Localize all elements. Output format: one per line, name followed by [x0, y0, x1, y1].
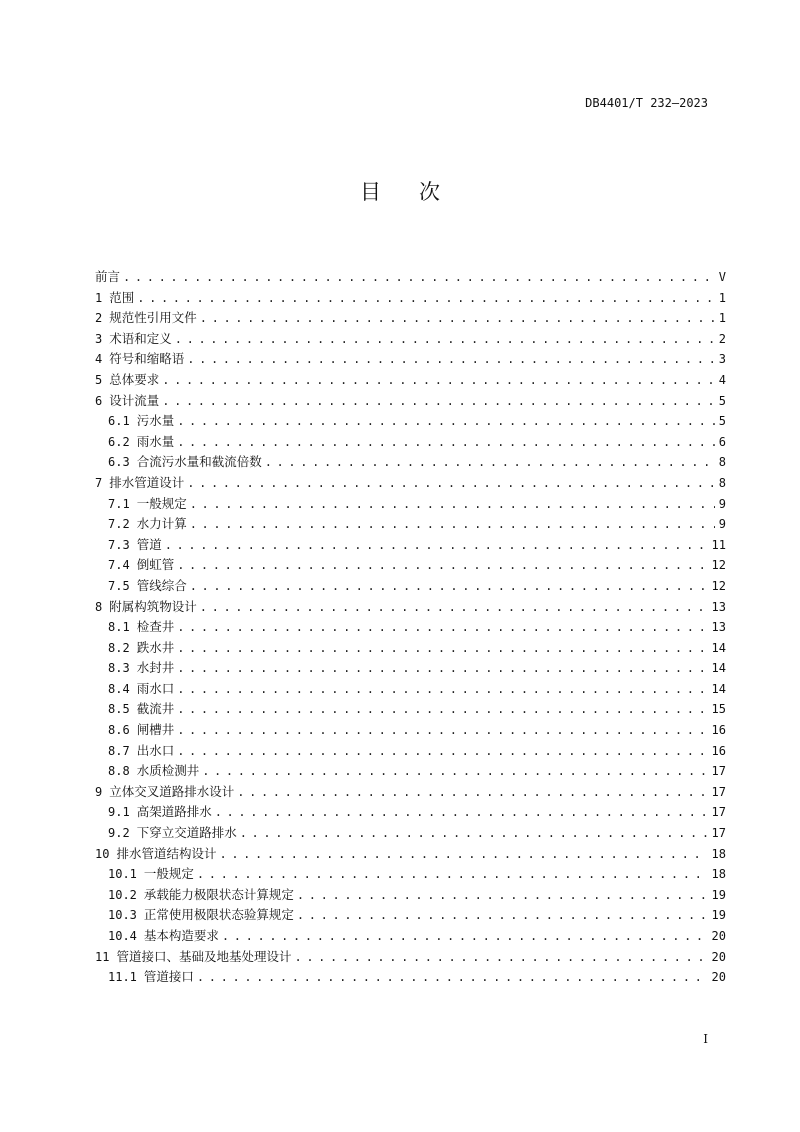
toc-entry[interactable] — [95, 391, 726, 412]
toc-entry-label: 前言 — [95, 269, 121, 284]
toc-entry-label: 规范性引用文件 — [109, 310, 197, 326]
toc-entry-number: 9.1 — [108, 805, 130, 820]
toc-entry-label: 承载能力极限状态计算规定 — [143, 886, 294, 902]
dot-leader — [222, 926, 708, 947]
toc-entry[interactable] — [95, 782, 726, 803]
toc-entry[interactable] — [95, 432, 726, 453]
toc-entry-number: 6.2 — [108, 434, 130, 449]
toc-entry-page: 20 — [711, 949, 726, 964]
toc-entry-label: 水封井 — [136, 660, 175, 676]
toc-entry-number: 10.2 — [108, 887, 137, 902]
dot-leader — [297, 905, 708, 926]
toc-entry[interactable] — [95, 885, 726, 906]
dot-leader — [123, 267, 715, 288]
toc-entry-page: 9 — [718, 517, 726, 532]
dot-leader — [177, 638, 707, 659]
toc-entry-number: 11 — [95, 949, 110, 964]
toc-entry[interactable] — [95, 473, 726, 494]
toc-entry[interactable] — [95, 679, 726, 700]
toc-entry-number: 8.3 — [108, 661, 130, 676]
toc-entry[interactable] — [95, 741, 726, 762]
toc-entry-page: 20 — [711, 970, 726, 985]
toc-entry-label: 水力计算 — [136, 516, 187, 532]
toc-entry[interactable] — [95, 905, 726, 926]
toc-entry-label: 跌水井 — [136, 639, 175, 655]
dot-leader — [190, 576, 708, 597]
document-number: DB4401/T 232—2023 — [585, 96, 708, 110]
toc-entry-label: 一般规定 — [136, 495, 187, 511]
toc-entry-page: 14 — [711, 681, 726, 696]
toc-entry[interactable] — [95, 844, 726, 865]
toc-entry[interactable] — [95, 926, 726, 947]
toc-entry-page: 5 — [718, 393, 726, 408]
toc-entry-page: 17 — [711, 805, 726, 820]
dot-leader — [165, 535, 708, 556]
dot-leader — [215, 802, 708, 823]
dot-leader — [197, 864, 708, 885]
toc-entry-page: 1 — [718, 290, 726, 305]
toc-entry-number: 7.3 — [108, 537, 130, 552]
toc-entry-number: 8.8 — [108, 764, 130, 779]
toc-entry-page: 14 — [711, 640, 726, 655]
toc-entry-number: 10.1 — [108, 867, 137, 882]
toc-entry-number: 3 — [95, 331, 103, 346]
toc-entry-number: 8.6 — [108, 723, 130, 738]
toc-entry-page: 18 — [711, 846, 726, 861]
toc-entry-number: 6.3 — [108, 455, 130, 470]
toc-entry-page: 5 — [718, 414, 726, 429]
dot-leader — [219, 844, 707, 865]
toc-entry[interactable] — [95, 329, 726, 350]
toc-entry[interactable] — [95, 658, 726, 679]
toc-entry-label: 立体交叉道路排水设计 — [109, 783, 235, 799]
toc-entry-number: 7.1 — [108, 496, 130, 511]
toc-entry[interactable] — [95, 288, 726, 309]
toc-entry-number: 4 — [95, 352, 103, 367]
dot-leader — [162, 391, 715, 412]
toc-entry-page: 6 — [718, 434, 726, 449]
toc-entry-page: 13 — [711, 599, 726, 614]
toc-entry-number: 10.4 — [108, 929, 137, 943]
toc-entry-number: 2 — [95, 311, 103, 326]
toc-entry-number: 7.2 — [108, 517, 130, 532]
dot-leader — [265, 452, 715, 473]
dot-leader — [237, 782, 707, 803]
toc-entry-number: 10 — [95, 846, 110, 861]
toc-entry-number: 11.1 — [108, 970, 137, 985]
toc-entry-page: 8 — [718, 475, 726, 490]
toc-entry-label: 管道接口 — [143, 969, 194, 985]
toc-entry-page: V — [718, 270, 726, 284]
toc-entry-page: 8 — [718, 455, 726, 470]
toc-entry[interactable] — [95, 555, 726, 576]
dot-leader — [177, 555, 707, 576]
toc-entry-label: 倒虹管 — [136, 557, 175, 573]
toc-entry-label: 截流井 — [136, 701, 175, 717]
toc-entry-page: 14 — [711, 661, 726, 676]
toc-entry-page: 12 — [711, 578, 726, 593]
toc-entry-label: 管道 — [136, 536, 162, 552]
toc-entry[interactable] — [95, 308, 726, 329]
toc-entry[interactable] — [95, 617, 726, 638]
toc-entry-label: 管道接口、基础及地基处理设计 — [116, 948, 292, 964]
toc-entry-label: 合流污水量和截流倍数 — [136, 454, 262, 470]
table-of-contents — [95, 267, 726, 988]
toc-entry[interactable] — [95, 514, 726, 535]
toc-entry-number: 8.2 — [108, 640, 130, 655]
toc-entry-label: 下穿立交道路排水 — [136, 825, 237, 841]
toc-entry[interactable] — [95, 967, 726, 988]
toc-entry-page: 2 — [718, 331, 726, 346]
toc-entry[interactable] — [95, 576, 726, 597]
toc-entry[interactable] — [95, 761, 726, 782]
toc-entry-number: 9 — [95, 784, 103, 799]
dot-leader — [200, 597, 708, 618]
dot-leader — [177, 432, 715, 453]
dot-leader — [162, 370, 715, 391]
toc-entry[interactable] — [95, 597, 726, 618]
toc-entry-page: 18 — [711, 867, 726, 882]
toc-entry-page: 15 — [711, 702, 726, 717]
toc-entry-label: 水质检测井 — [136, 763, 200, 779]
dot-leader — [175, 329, 715, 350]
toc-entry-number: 8 — [95, 599, 103, 614]
toc-entry-label: 一般规定 — [143, 866, 194, 882]
toc-entry-label: 排水管道设计 — [109, 474, 185, 490]
dot-leader — [294, 947, 707, 968]
toc-entry-page: 12 — [711, 558, 726, 573]
toc-entry-page: 17 — [711, 826, 726, 841]
toc-entry-number: 7.5 — [108, 578, 130, 593]
toc-entry-page: 16 — [711, 743, 726, 758]
toc-entry-number: 8.5 — [108, 702, 130, 717]
toc-entry-label: 基本构造要求 — [143, 928, 219, 943]
toc-entry-page: 13 — [711, 620, 726, 635]
toc-entry-label: 符号和缩略语 — [109, 351, 185, 367]
toc-entry-number: 8.7 — [108, 743, 130, 758]
toc-entry-page: 19 — [711, 908, 726, 923]
dot-leader — [187, 349, 715, 370]
toc-entry[interactable] — [95, 864, 726, 885]
toc-entry-number: 9.2 — [108, 826, 130, 841]
toc-entry-number: 5 — [95, 372, 103, 387]
dot-leader — [202, 761, 707, 782]
toc-entry-page: 11 — [711, 537, 726, 552]
toc-entry-page: 1 — [718, 311, 726, 326]
toc-entry[interactable] — [95, 349, 726, 370]
dot-leader — [240, 823, 708, 844]
toc-entry-label: 闸槽井 — [136, 722, 175, 738]
toc-entry-label: 总体要求 — [109, 371, 160, 387]
toc-entry[interactable] — [95, 494, 726, 515]
toc-entry[interactable] — [95, 699, 726, 720]
dot-leader — [190, 494, 715, 515]
toc-entry-number: 10.3 — [108, 908, 137, 923]
toc-entry-page: 16 — [711, 723, 726, 738]
toc-entry-label: 高架道路排水 — [136, 804, 212, 820]
toc-entry-number: 8.4 — [108, 681, 130, 696]
dot-leader — [197, 967, 708, 988]
toc-entry-number: 7.4 — [108, 558, 130, 573]
toc-entry-number: 1 — [95, 290, 103, 305]
dot-leader — [190, 514, 715, 535]
toc-entry-label: 附属构筑物设计 — [109, 598, 197, 614]
dot-leader — [200, 308, 715, 329]
toc-entry-number: 6.1 — [108, 414, 130, 429]
toc-entry-number: 8.1 — [108, 620, 130, 635]
toc-entry-page: 17 — [711, 784, 726, 799]
toc-entry-page: 19 — [711, 887, 726, 902]
toc-entry-page: 20 — [711, 929, 726, 943]
toc-entry-label: 雨水口 — [136, 680, 175, 696]
dot-leader — [297, 885, 708, 906]
toc-entry-label: 污水量 — [136, 413, 175, 429]
toc-entry-page: 9 — [718, 496, 726, 511]
toc-entry-label: 雨水量 — [136, 433, 175, 449]
toc-entry-label: 范围 — [109, 289, 135, 305]
toc-entry[interactable] — [95, 947, 726, 968]
toc-entry-page: 4 — [718, 372, 726, 387]
toc-entry[interactable] — [95, 535, 726, 556]
dot-leader — [177, 679, 707, 700]
toc-entry-label: 设计流量 — [109, 392, 160, 408]
toc-entry[interactable] — [95, 411, 726, 432]
dot-leader — [177, 699, 707, 720]
toc-entry-number: 7 — [95, 475, 103, 490]
toc-entry-label: 管线综合 — [136, 577, 187, 593]
dot-leader — [177, 658, 707, 679]
toc-entry[interactable] — [95, 452, 726, 473]
dot-leader — [177, 720, 707, 741]
toc-entry-label: 出水口 — [136, 742, 175, 758]
page-title: 目次 — [360, 180, 478, 204]
toc-entry-label: 术语和定义 — [109, 330, 172, 346]
page-folio: I — [703, 1032, 708, 1046]
toc-entry-label: 排水管道结构设计 — [116, 845, 217, 861]
dot-leader — [177, 741, 707, 762]
dot-leader — [187, 473, 715, 494]
toc-entry[interactable] — [95, 638, 726, 659]
toc-entry[interactable] — [95, 720, 726, 741]
dot-leader — [137, 288, 715, 309]
toc-entry[interactable] — [95, 370, 726, 391]
dot-leader — [177, 617, 707, 638]
toc-entry-label: 正常使用极限状态验算规定 — [143, 907, 294, 923]
toc-entry[interactable] — [95, 267, 726, 288]
toc-entry[interactable] — [95, 823, 726, 844]
toc-entry-page: 3 — [718, 352, 726, 367]
toc-entry-label: 检查井 — [136, 619, 175, 635]
dot-leader — [177, 411, 715, 432]
toc-entry-number: 6 — [95, 393, 103, 408]
toc-entry[interactable] — [95, 802, 726, 823]
toc-entry-page: 17 — [711, 764, 726, 779]
